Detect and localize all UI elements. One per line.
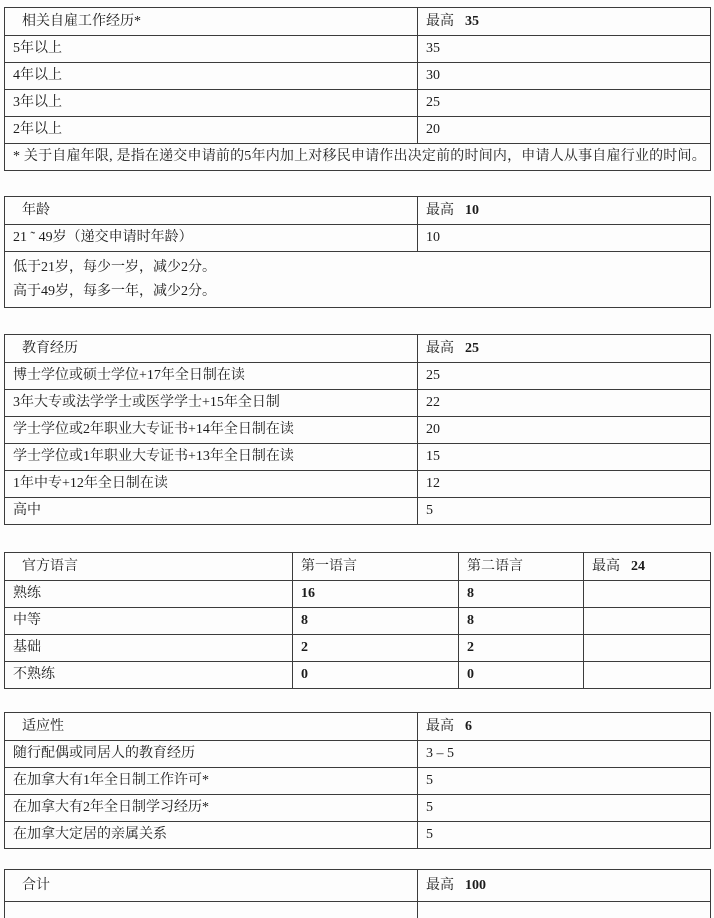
table-row <box>5 741 711 768</box>
table-row <box>5 444 711 471</box>
max-value: 6 <box>465 719 472 734</box>
table-header-row <box>5 197 711 225</box>
points-value: 25 <box>418 363 711 390</box>
criterion-label: 不熟练 <box>5 662 293 689</box>
footnote-text: * 关于自雇年限, 是指在递交申请前的5年内加上对移民申请作出决定前的时间内，申请人从事自雇行业的时间。 <box>5 144 711 171</box>
table-row <box>5 822 711 849</box>
max-value: 25 <box>465 341 479 356</box>
note-row <box>5 252 711 308</box>
max-value: 100 <box>465 878 486 893</box>
table-row <box>5 63 711 90</box>
table-row <box>5 90 711 117</box>
table-row <box>5 498 711 525</box>
table-self-employment-experience <box>4 7 711 171</box>
footnote-row <box>5 144 711 171</box>
max-label: 最高 <box>426 878 454 893</box>
section-title: 合计 <box>5 870 418 902</box>
table-row <box>5 117 711 144</box>
section-title: 教育经历 <box>5 335 418 363</box>
table-row <box>5 608 711 635</box>
criterion-label: 熟练 <box>5 581 293 608</box>
criterion-label: 学士学位或2年职业大专证书+14年全日制在读 <box>5 417 418 444</box>
max-points-cell <box>418 335 711 363</box>
empty-cell <box>584 581 711 608</box>
table-header-row <box>5 553 711 581</box>
points-value: 35 <box>418 36 711 63</box>
section-title: 相关自雇工作经历* <box>5 8 418 36</box>
criterion-label: 中等 <box>5 608 293 635</box>
table-age <box>4 196 711 308</box>
table-row <box>5 417 711 444</box>
table-row <box>5 581 711 608</box>
empty-cell <box>584 635 711 662</box>
points-value: 20 <box>418 117 711 144</box>
max-value: 24 <box>631 559 645 574</box>
table-header-row <box>5 8 711 36</box>
max-points-cell <box>418 8 711 36</box>
criterion-label: 在加拿大定居的亲属关系 <box>5 822 418 849</box>
table-row <box>5 662 711 689</box>
max-label: 最高 <box>426 14 454 29</box>
empty-cell <box>584 662 711 689</box>
criterion-label: 1年中专+12年全日制在读 <box>5 471 418 498</box>
points-value: 20 <box>418 417 711 444</box>
table-row <box>5 471 711 498</box>
table-header-row <box>5 713 711 741</box>
section-title: 年龄 <box>5 197 418 225</box>
max-points-cell <box>418 870 711 902</box>
points-value: 10 <box>418 225 711 252</box>
points-value: 15 <box>418 444 711 471</box>
table-row <box>5 36 711 63</box>
table-row <box>5 225 711 252</box>
max-label: 最高 <box>426 719 454 734</box>
max-points-cell <box>418 713 711 741</box>
table-row <box>5 768 711 795</box>
points-value: 22 <box>418 390 711 417</box>
points-value: 12 <box>418 471 711 498</box>
criterion-label: 4年以上 <box>5 63 418 90</box>
points-value: 5 <box>418 498 711 525</box>
criterion-label: 2年以上 <box>5 117 418 144</box>
criterion-label: 21 ˜ 49岁（递交申请时年龄） <box>5 225 418 252</box>
table-adaptability <box>4 712 711 849</box>
criterion-label: 高中 <box>5 498 418 525</box>
criterion-label: 在加拿大有2年全日制学习经历* <box>5 795 418 822</box>
first-language-points: 16 <box>293 581 459 608</box>
max-value: 35 <box>465 14 479 29</box>
max-label: 最高 <box>426 203 454 218</box>
column-header-first-language: 第一语言 <box>293 553 459 581</box>
criterion-label: 博士学位或硕士学位+17年全日制在读 <box>5 363 418 390</box>
criterion-label: 基础 <box>5 635 293 662</box>
first-language-points: 0 <box>293 662 459 689</box>
table-official-language <box>4 552 711 689</box>
clipped-table-row <box>5 902 711 918</box>
note-line: 低于21岁，每少一岁，减少2分。 <box>13 256 702 280</box>
points-value: 5 <box>418 795 711 822</box>
empty-cell <box>418 902 711 918</box>
first-language-points: 8 <box>293 608 459 635</box>
note-line: 高于49岁，每多一年，减少2分。 <box>13 280 702 304</box>
table-row <box>5 363 711 390</box>
table-row <box>5 390 711 417</box>
points-value: 30 <box>418 63 711 90</box>
points-value: 3 – 5 <box>418 741 711 768</box>
section-title: 官方语言 <box>5 553 293 581</box>
section-title: 适应性 <box>5 713 418 741</box>
second-language-points: 8 <box>459 581 584 608</box>
points-value: 25 <box>418 90 711 117</box>
second-language-points: 2 <box>459 635 584 662</box>
max-points-cell <box>584 553 711 581</box>
table-header-row <box>5 870 711 902</box>
age-deduction-notes <box>5 252 711 308</box>
points-value: 5 <box>418 768 711 795</box>
criterion-label: 3年以上 <box>5 90 418 117</box>
second-language-points: 8 <box>459 608 584 635</box>
first-language-points: 2 <box>293 635 459 662</box>
criterion-label: 随行配偶或同居人的教育经历 <box>5 741 418 768</box>
criterion-label: 3年大专或法学学士或医学学士+15年全日制 <box>5 390 418 417</box>
max-label: 最高 <box>592 559 620 574</box>
points-value: 5 <box>418 822 711 849</box>
table-header-row <box>5 335 711 363</box>
table-education <box>4 334 711 525</box>
empty-cell <box>5 902 418 918</box>
max-label: 最高 <box>426 341 454 356</box>
table-row <box>5 795 711 822</box>
column-header-second-language: 第二语言 <box>459 553 584 581</box>
table-row <box>5 635 711 662</box>
criterion-label: 学士学位或1年职业大专证书+13年全日制在读 <box>5 444 418 471</box>
table-total <box>4 869 711 918</box>
max-value: 10 <box>465 203 479 218</box>
criterion-label: 5年以上 <box>5 36 418 63</box>
criterion-label: 在加拿大有1年全日制工作许可* <box>5 768 418 795</box>
second-language-points: 0 <box>459 662 584 689</box>
max-points-cell <box>418 197 711 225</box>
empty-cell <box>584 608 711 635</box>
